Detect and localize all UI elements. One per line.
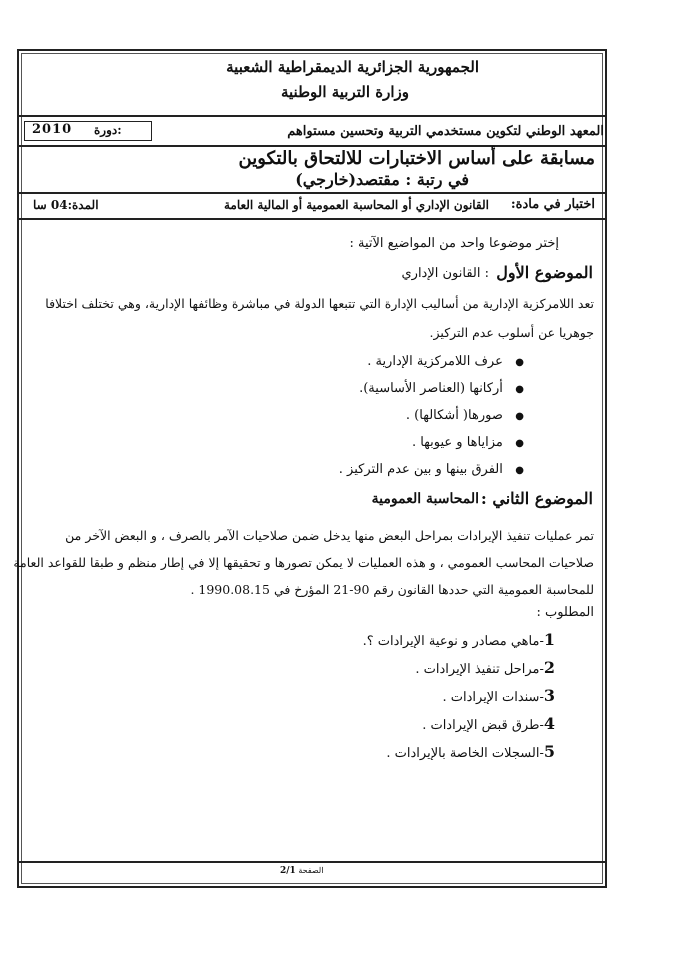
topic2-paragraph-line3: للمحاسبة العمومية التي حددها القانون رقم 90-21 المؤرخ في 1990.08.15 .	[190, 582, 594, 597]
exam-title-line1: مسابقة على أساس الاختبارات للالتحاق بالتكوين	[238, 148, 595, 169]
topic2-name: المحاسبة العمومية	[371, 491, 479, 507]
bullet-icon: ●	[515, 438, 524, 449]
info-divider	[19, 218, 605, 220]
topic1-bullet-item	[339, 462, 524, 477]
question-text: -السجلات الخاصة بالإيرادات .	[386, 746, 544, 761]
subject-label: اختبار في مادة:	[510, 197, 595, 212]
title-divider-top	[19, 145, 605, 147]
bullet-icon: ●	[515, 357, 524, 368]
exam-title-line2: في رتبة : مقتصد(خارجي)	[295, 170, 469, 189]
bullet-icon: ●	[515, 384, 524, 395]
footer-divider	[19, 861, 605, 863]
bullet-text: صورها( أشكالها) .	[405, 408, 503, 423]
question-item	[386, 742, 555, 761]
bullet-text: الفرق بينها و بين عدم التركيز .	[338, 462, 503, 477]
topic1-bullet-item	[367, 354, 524, 369]
question-item	[443, 686, 556, 705]
header-divider	[19, 115, 605, 117]
question-item	[363, 630, 555, 649]
question-item	[415, 658, 555, 677]
required-label: المطلوب :	[536, 605, 594, 620]
page-label: الصفحة	[298, 866, 324, 875]
topic1-label: الموضوع الأول	[496, 263, 593, 282]
topic1-bullet-item	[406, 408, 524, 423]
title-divider-bottom	[19, 192, 605, 194]
question-text: -طرق قبض الإيرادات .	[422, 718, 544, 733]
bullet-text: مزاياها و عيوبها .	[411, 435, 503, 450]
topic1-bullet-item	[359, 381, 524, 396]
question-number: 5	[543, 742, 555, 761]
page-number: 2/1	[280, 866, 296, 876]
instruction-text: إختر موضوعا واحد من المواضيع الآتية :	[349, 236, 559, 251]
topic1-name: : القانون الإداري	[401, 266, 489, 281]
question-number: 3	[543, 686, 555, 705]
topic1-paragraph-line2: جوهريا عن أسلوب عدم التركيز.	[429, 325, 594, 340]
topic2-label: الموضوع الثاني :	[480, 489, 593, 508]
topic2-paragraph-line2: صلاحيات المحاسب العمومي ، و هذه العمليات لا يمكن تصورها و تحقيقها إلا في إطار منظم و طبقا للقواعد العامة	[13, 555, 594, 570]
question-number: 1	[543, 630, 555, 649]
session-label: دورة:	[94, 123, 122, 137]
ministry-heading: وزارة التربية الوطنية	[280, 83, 409, 101]
subject-text: القانون الإداري أو المحاسبة العمومية أو المالية العامة	[223, 198, 489, 212]
question-item	[422, 714, 555, 733]
session-year: 2010	[32, 122, 73, 137]
exam-duration: المدة:04 سا	[33, 198, 99, 212]
republic-heading: الجمهورية الجزائرية الديمقراطية الشعبية	[226, 58, 479, 76]
topic2-paragraph-line1: تمر عمليات تنفيذ الإيرادات بمراحل البعض منها يدخل ضمن صلاحيات الآمر بالصرف ، و البعض الآخر من	[65, 528, 594, 543]
bullet-icon: ●	[515, 465, 524, 476]
bullet-text: عرف اللامركزية الإدارية .	[367, 354, 503, 369]
question-number: 4	[543, 714, 555, 733]
question-text: -سندات الإيرادات .	[442, 690, 544, 705]
question-number: 2	[543, 658, 555, 677]
bullet-text: أركانها (العناصر الأساسية).	[359, 381, 503, 396]
question-text: -ماهي مصادر و نوعية الإيرادات ؟.	[362, 634, 544, 649]
institute-name: المعهد الوطني لتكوين مستخدمي التربية وتحسين مستواهم	[287, 124, 604, 139]
bullet-icon: ●	[515, 411, 524, 422]
question-text: -مراحل تنفيذ الإيرادات .	[415, 662, 544, 677]
footer-page-info	[280, 866, 323, 876]
topic1-bullet-item	[412, 435, 524, 450]
topic1-paragraph-line1: تعد اللامركزية الإدارية من أساليب الإدارة التي تتبعها الدولة في مباشرة وظائفها الإدارية، وهي تختلف اختلافا	[45, 296, 594, 311]
